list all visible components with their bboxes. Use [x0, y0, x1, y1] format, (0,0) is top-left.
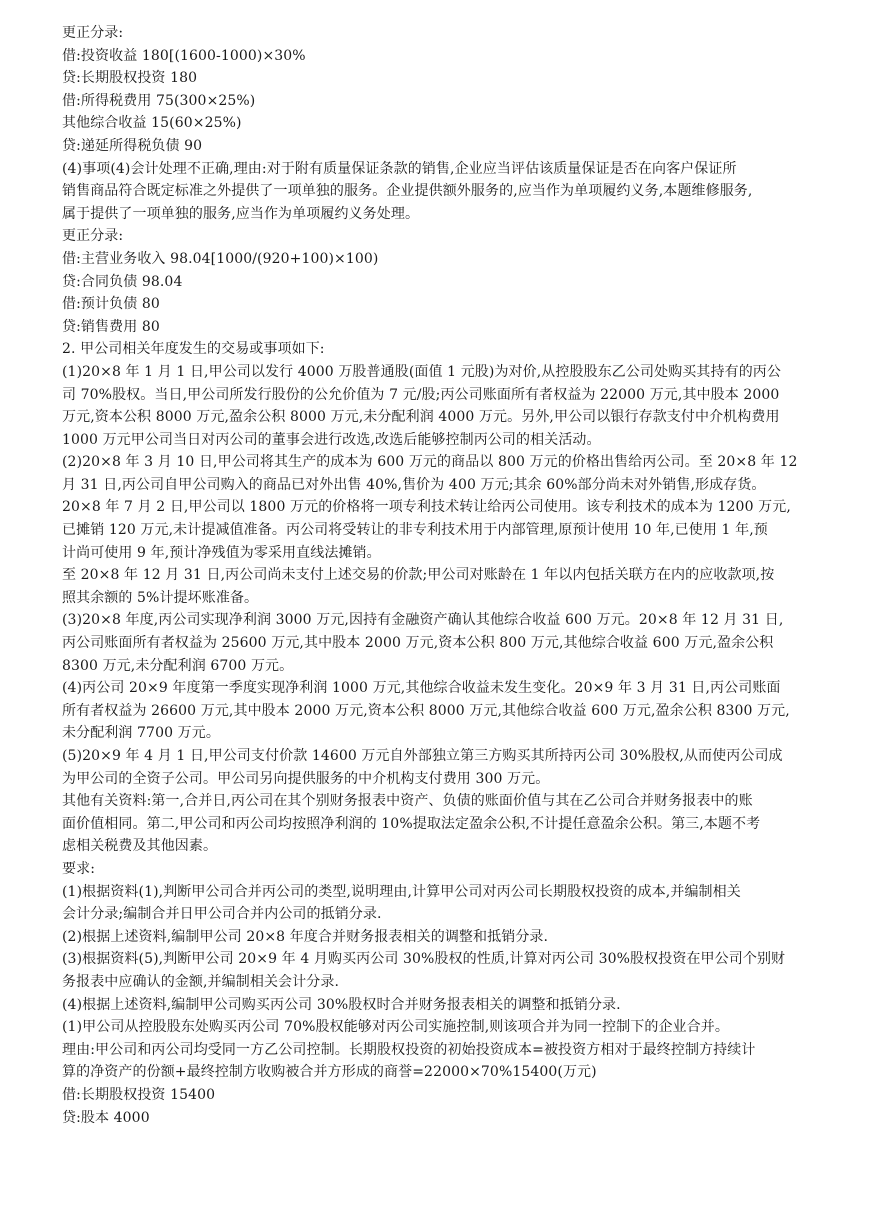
text-line: (4)事项(4)会计处理不正确,理由:对于附有质量保证条款的销售,企业应当评估该质量保证是否在向客户保证所 — [62, 160, 737, 177]
text-line: (4)丙公司 20×9 年度第一季度实现净利润 1000 万元,其他综合收益未发生变化。20×9 年 3 月 31 日,丙公司账面 — [62, 680, 781, 697]
text-line: (1)20×8 年 1 月 1 日,甲公司以发行 4000 万股普通股(面值 1 元股)为对价,从控股股东乙公司处购买其持有的丙公 — [62, 363, 782, 380]
text-line: 1000 万元甲公司当日对丙公司的董事会进行改选,改选后能够控制丙公司的相关活动。 — [62, 431, 601, 448]
text-line: 务报表中应确认的金额,并编制相关会计分录. — [62, 973, 339, 990]
text-line: 贷:长期股权投资 180 — [62, 70, 198, 87]
text-line: 计尚可使用 9 年,预计净残值为零采用直线法摊销。 — [62, 544, 381, 561]
text-line: 司 70%股权。当日,甲公司所发行股份的公允价值为 7 元/股;丙公司账面所有者权益为 22000 万元,其中股本 2000 — [62, 386, 780, 403]
text-line: 至 20×8 年 12 月 31 日,丙公司尚未支付上述交易的价款;甲公司对账龄在 1 年以内包括关联方在内的应收款项,按 — [62, 567, 775, 584]
text-line: 借:主营业务收入 98.04[1000/(920+100)×100) — [62, 250, 379, 267]
text-line: 算的净资产的份额+最终控制方收购被合并方形成的商誉=22000×70%15400(万元) — [62, 1064, 597, 1081]
text-line: 更正分录: — [62, 228, 124, 245]
text-line: (1)甲公司从控股股东处购买丙公司 70%股权能够对丙公司实施控制,则该项合并为同一控制下的企业合并。 — [62, 1019, 729, 1036]
text-line: 20×8 年 7 月 2 日,甲公司以 1800 万元的价格将一项专利技术转让给丙公司使用。该专利技术的成本为 1200 万元, — [62, 499, 791, 516]
text-line: 所有者权益为 26600 万元,其中股本 2000 万元,资本公积 8000 万元,其他综合收益 600 万元,盈余公积 8300 万元, — [62, 702, 790, 719]
text-line: 其他有关资料:第一,合并日,丙公司在其个别财务报表中资产、负债的账面价值与其在乙公司合并财务报表中的账 — [62, 793, 753, 810]
text-line: 要求: — [62, 860, 96, 877]
text-line: 理由:甲公司和丙公司均受同一方乙公司控制。长期股权投资的初始投资成本=被投资方相对于最终控制方持续计 — [62, 1041, 756, 1058]
text-line: 借:投资收益 180[(1600-1000)×30% — [62, 47, 306, 64]
text-line: 未分配利润 7700 万元。 — [62, 725, 220, 742]
text-line: (4)根据上述资料,编制甲公司购买丙公司 30%股权时合并财务报表相关的调整和抵销分录. — [62, 996, 621, 1013]
text-line: (2)20×8 年 3 月 10 日,甲公司将其生产的成本为 600 万元的商品以 800 万元的价格出售给丙公司。至 20×8 年 12 — [62, 454, 798, 471]
text-line: (1)根据资料(1),判断甲公司合并丙公司的类型,说明理由,计算甲公司对丙公司长期股权投资的成本,并编制相关 — [62, 883, 741, 900]
text-line: 月 31 日,丙公司自甲公司购入的商品已对外出售 40%,售价为 400 万元;其余 60%部分尚未对外销售,形成存货。 — [62, 476, 766, 493]
text-line: 借:长期股权投资 15400 — [62, 1086, 216, 1103]
text-line: 会计分录;编制合并日甲公司合并内公司的抵销分录. — [62, 906, 382, 923]
text-line: 已摊销 120 万元,未计提减值准备。丙公司将受转让的非专利技术用于内部管理,原预计使用 10 年,已使用 1 年,预 — [62, 522, 768, 539]
text-line: 2. 甲公司相关年度发生的交易或事项如下: — [62, 341, 325, 358]
text-line: (5)20×9 年 4 月 1 日,甲公司支付价款 14600 万元自外部独立第三方购买其所持丙公司 30%股权,从而使丙公司成 — [62, 748, 783, 764]
text-line: 更正分录: — [62, 25, 124, 41]
text-line: 贷:销售费用 80 — [62, 318, 160, 335]
text-line: 贷:递延所得税负债 90 — [62, 137, 203, 154]
text-line: 其他综合收益 15(60×25%) — [62, 115, 242, 132]
text-line: 8300 万元,未分配利润 6700 万元。 — [62, 657, 294, 674]
text-line: 借:预计负债 80 — [62, 296, 160, 313]
text-line: (3)根据资料(5),判断甲公司 20×9 年 4 月购买丙公司 30%股权的性质,计算对丙公司 30%股权投资在甲公司个别财 — [62, 951, 786, 968]
text-line: (2)根据上述资料,编制甲公司 20×8 年度合并财务报表相关的调整和抵销分录. — [62, 928, 549, 945]
text-line: 丙公司账面所有者权益为 25600 万元,其中股本 2000 万元,资本公积 800 万元,其他综合收益 600 万元,盈余公积 — [62, 635, 774, 652]
text-line: 属于提供了一项单独的服务,应当作为单项履约义务处理。 — [62, 205, 420, 222]
text-line: 贷:股本 4000 — [62, 1109, 150, 1126]
text-line: 虑相关税费及其他因素。 — [62, 838, 218, 855]
text-line: (3)20×8 年度,丙公司实现净利润 3000 万元,因持有金融资产确认其他综合收益 600 万元。20×8 年 12 月 31 日, — [62, 612, 784, 629]
text-line: 贷:合同负债 98.04 — [62, 273, 183, 290]
text-line: 为甲公司的全资子公司。甲公司另向提供服务的中介机构支付费用 300 万元。 — [62, 770, 550, 787]
text-line: 照其余额的 5%计提坏账准备。 — [62, 589, 259, 606]
text-line: 销售商品符合既定标准之外提供了一项单独的服务。企业提供额外服务的,应当作为单项履约义务,本题维修服务, — [62, 183, 753, 200]
text-line: 借:所得税费用 75(300×25%) — [62, 92, 256, 109]
text-line: 面价值相同。第二,甲公司和丙公司均按照净利润的 10%提取法定盈余公积,不计提任意盈余公积。第三,本题不考 — [62, 815, 761, 832]
text-line: 万元,资本公积 8000 万元,盈余公积 8000 万元,未分配利润 4000 万元。另外,甲公司以银行存款支付中介机构费用 — [62, 409, 780, 426]
